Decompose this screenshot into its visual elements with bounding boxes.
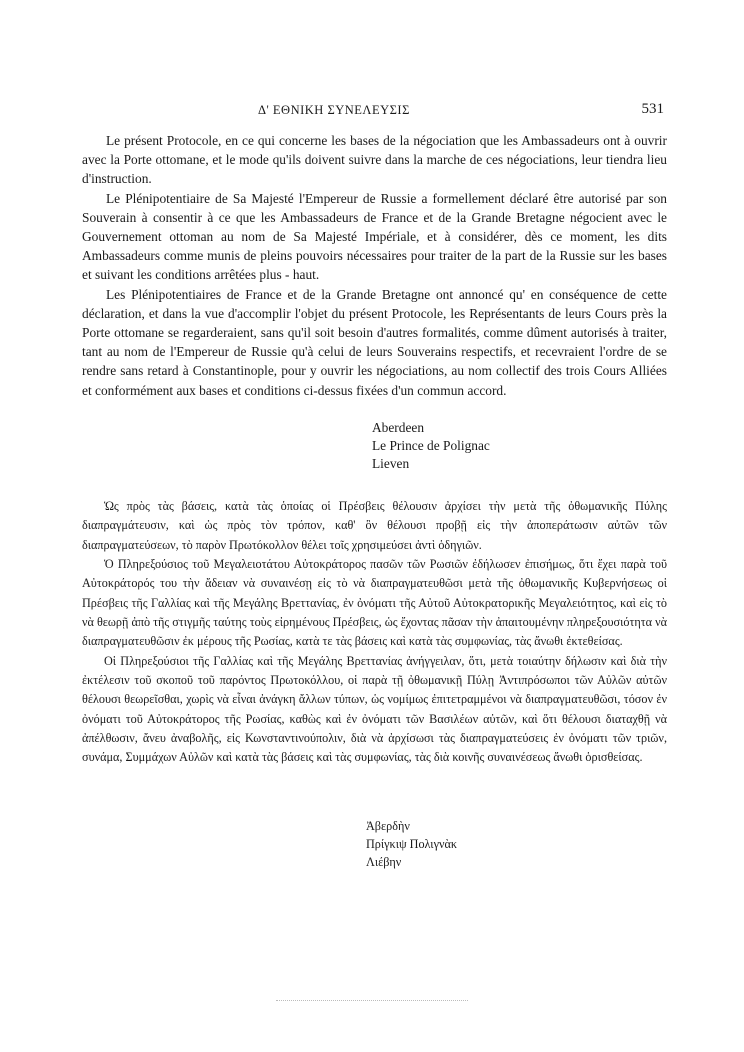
- signature-polignac-greek: Πρίγκιψ Πολιγνὰκ: [366, 837, 458, 852]
- french-paragraph-1: Le présent Protocole, en ce qui concerne les bases de la négociation que les Ambassadeurs ont à ouvrir avec la Porte ottomane, et le mode qu'ils doivent suivre dans la marche de ces négociations, leur tiendra lieu d'instruction.: [82, 133, 667, 187]
- page-number: 531: [641, 101, 664, 117]
- signature-polignac: Le Prince de Polignac: [372, 438, 490, 454]
- greek-protocol-text: [82, 497, 667, 768]
- signature-lieven-greek: Λιέβην: [366, 855, 402, 870]
- greek-paragraph-2: Ὁ Πληρεξούσιος τοῦ Μεγαλειοτάτου Αὐτοκράτορος πασῶν τῶν Ρωσιῶν ἐδήλωσεν ἐπισήμως, ὅτι ἔχει παρὰ τοῦ Αὐτοκράτορός του τὴν ἄδειαν νὰ συναινέσῃ εἰς τὸ νὰ διαπραγματευθῶσι μετὰ τῆς ὀθωμανικῆς Κυβερνήσεως οἱ Πρέσβεις τῆς Γαλλίας καὶ τῆς Μεγάλης Βρεττανίας, ἐν ὀνόματι τῆς Αὐτοῦ Αὐτοκρατορικῆς Μεγαλειότητος, καὶ εἰς τὸ νὰ θεωρῇ ἀπὸ τῆς στιγμῆς ταύτης τοὺς εἰρημένους Πρέσβεις, ὡς ἔχοντας πᾶσαν τὴν ἀπαιτουμένην πληρεξουσιότητα νὰ διαπραγματευθῶσιν ἐκ μέρους τῆς Ρωσίας, κατὰ τε τὰς βάσεις καὶ κατὰ τὰς συμφωνίας, τὰς ἄνωθι ἐκτεθείσας.: [82, 557, 667, 649]
- greek-paragraph-1: Ὡς πρὸς τὰς βάσεις, κατὰ τὰς ὁποίας οἱ Πρέσβεις θέλουσιν ἀρχίσει τὴν μετὰ τῆς ὀθωμανικῆς Πύλης διαπραγμάτευσιν, καὶ ὡς πρὸς τὸν τρόπον, καθ' ὃν θέλουσι προβῇ εἰς τὴν ἀποπεράτωσιν αὐτῶν τῶν διαπραγματεύσεων, τὸ παρὸν Πρωτόκολλον θέλει τοῖς χρησιμεύσει ἀντὶ ὁδηγιῶν.: [82, 499, 667, 552]
- footer-scan-mark: [276, 1000, 468, 1001]
- signature-lieven: Lieven: [372, 456, 410, 472]
- french-paragraph-3: Les Plénipotentiaires de France et de la Grande Bretagne ont annoncé qu' en conséquence de cette déclaration, et dans la vue d'accomplir l'objet du présent Protocole, les Représentants de leurs Cours près la Porte ottomane se regarderaient, sans qu'il soit besoin d'autres formalités, comme dûment autorisés à traiter, tant au nom de l'Empereur de Russie qu'à celui de leurs Souverains respectifs, et recevraient l'ordre de se rendre sans retard à Constantinople, pour y ouvrir les négociations, au nom collectif des trois Cours Alliées et conformément aux bases et conditions ci-dessus fixées d'un commun accord.: [82, 286, 667, 398]
- signature-aberdeen-greek: Ἀβερδὴν: [366, 819, 410, 833]
- french-protocol-text: [82, 131, 667, 400]
- greek-paragraph-3: Οἱ Πληρεξούσιοι τῆς Γαλλίας καὶ τῆς Μεγάλης Βρεττανίας ἀνήγγειλαν, ὅτι, μετὰ τοιαύτην δήλωσιν καὶ διὰ τὴν ἐκτέλεσιν τοῦ σκοποῦ τοῦ παρόντος Πρωτοκόλλου, οἱ παρὰ τῇ ὀθωμανικῇ Πύλῃ Ἀντιπρόσωποι τῶν Αὐλῶν αὐτῶν θέλουσι θεωρεῖσθαι, χωρὶς νὰ εἶναι ἀνάγκη ἄλλων τύπων, ὡς νομίμως ἐπιτετραμμένοι νὰ διαπραγματευθῶσι, τόσον ἐν ὀνόματι τοῦ Αὐτοκράτορος τῆς Ρωσίας, καθὼς καὶ ἐν ὀνόματι τῶν Βασιλέων αὐτῶν, καὶ ὅτι θέλουσι διαταχθῇ νὰ ἀπέλθωσιν, ἄνευ ἀναβολῆς, εἰς Κωνσταντινούπολιν, διὰ νὰ ἀρχίσωσι τὰς διαπραγματεύσεις ἐν ὀνόματι τῶν τριῶν, συνάμα, Συμμάχων Αὐλῶν καὶ κατὰ τὰς βάσεις καὶ τὰς συμφωνίας, τὰς διὰ κοινῆς συναινέσεως ἄνωθι ὁρισθείσας.: [82, 653, 667, 765]
- french-signatures: [372, 419, 490, 474]
- french-paragraph-2: Le Plénipotentiaire de Sa Majesté l'Empereur de Russie a formellement déclaré être autorisé par son Souverain à consentir à ce que les Ambassadeurs de France et de la Grande Bretagne négocient avec le Gouvernement ottoman au nom de Sa Majesté Impériale, et à considérer, dès ce moment, les dits Ambassadeurs comme munis de pleins pouvoirs nécessaires pour traiter de la part de la Russie sur les bases et suivant les conditions arrêtées plus - haut.: [82, 190, 667, 283]
- signature-aberdeen: Aberdeen: [372, 420, 425, 435]
- greek-signatures: [366, 817, 457, 872]
- running-header: [80, 103, 670, 123]
- running-title: Δ' ΕΘΝΙΚΗ ΣΥΝΕΛΕΥΣΙΣ: [258, 103, 410, 117]
